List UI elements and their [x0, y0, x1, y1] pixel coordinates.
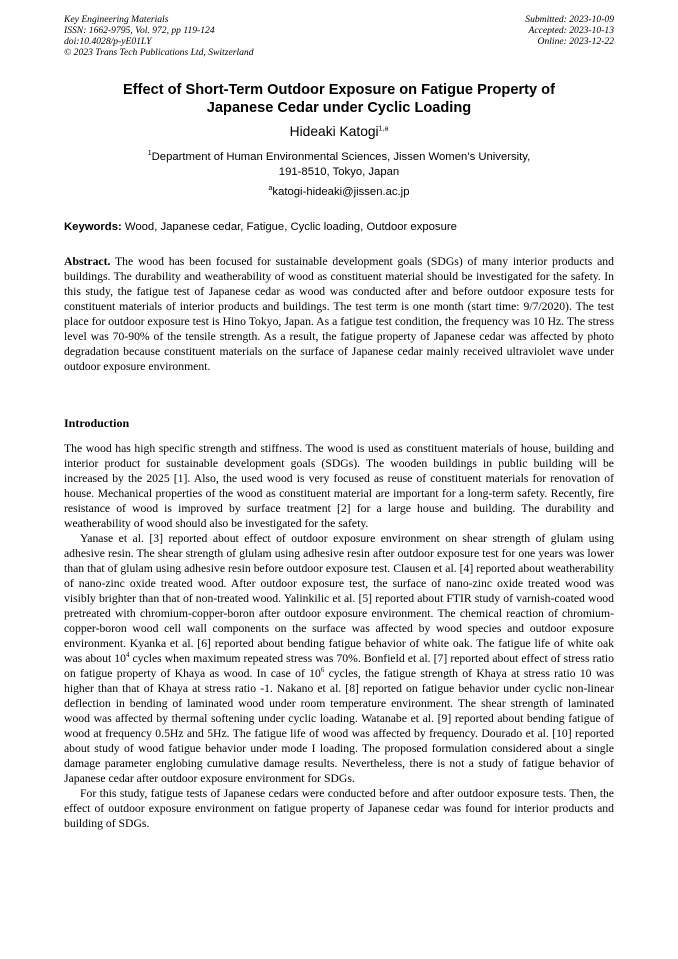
superscript: 4: [125, 651, 130, 660]
intro-paragraph-1: The wood has high specific strength and stiffness. The wood is used as constituent materials of house, building and interior product for sustainable development goals (SDGs). The wooden buildings in public building will be increased by the 2025 [1]. Also, the used wood is very focused as reuse of constituent materials for renovation of house. Mechanical properties of the wood as constituent material are important for a long-term safety. Recently, fire resistance of wood is improved by surface treatment [2] for a large house and building. The durability and weatherability of wood should also be investigated for the safety.: [64, 442, 614, 530]
author: [64, 124, 614, 139]
journal-info: [64, 15, 254, 59]
publication-dates: [525, 15, 614, 48]
copyright-line: © 2023 Trans Tech Publications Ltd, Switzerland: [64, 46, 254, 58]
author-name: Hideaki Katogi: [289, 124, 379, 139]
superscript: 6: [320, 666, 325, 675]
keywords-text: Wood, Japanese cedar, Fatigue, Cyclic loading, Outdoor exposure: [121, 221, 457, 233]
doi-line: doi:10.4028/p-yE01LY: [64, 35, 152, 47]
keywords-label: Keywords:: [64, 221, 122, 233]
issn-line: ISSN: 1662-9795, Vol. 972, pp 119-124: [64, 24, 215, 36]
email-sup: a: [268, 185, 273, 193]
introduction-heading: Introduction: [64, 416, 130, 430]
abstract-label: Abstract.: [64, 255, 111, 268]
author-sup: 1,a: [378, 125, 389, 133]
online-date: Online: 2023-12-22: [537, 35, 614, 47]
introduction-body: [64, 441, 614, 831]
submitted-date: Submitted: 2023-10-09: [525, 14, 614, 25]
affiliation-sup: 1: [147, 150, 152, 158]
affiliation-line-1: Department of Human Environmental Sciences, Jissen Women’s University,: [151, 151, 531, 163]
affiliation-line-2: 191-8510, Tokyo, Japan: [278, 166, 400, 178]
intro-paragraph-2: Yanase et al. [3] reported about effect of outdoor exposure environment on shear strength of glulam using adhesive resin. The shear strength of glulam using adhesive resin after outdoor exposure test for one years was lower than that of glulam using adhesive resin before outdoor exposure test. Clausen et al. [4] reported about weatherability of nano-zinc oxide treated wood. After outdoor exposure test, the surface of nano-zinc oxide treated wood was visibly brighter than that of non-treated wood. Yalinkilic et al. [5] reported about FTIR study of varnish-coated wood pretreated with chromium-copper-boron after outdoor exposure environment. The chemical reaction of chromium-copper-boron wood cell wall components on the surface was affected by wood species and outdoor exposure environment. Kyanka et al. [6] reported about bending fatigue behavior of white oak. The fatigue life of white oak was about $10^4$ cycles when maximum repeated stress was 70%. Bonfield et al. [7] reported about effect of stress ratio on fatigue property of Khaya as wood. In case of $10^6$ cycles, the fatigue strength of Khaya at stress ratio 10 was higher than that of Khaya at stress ratio -1. Nakano et al. [8] reported on fatigue behavior under cyclic non-linear deflection in bending of laminated wood under room temperature environment. The shear strength of laminated wood was affected by thermal softening under cyclic loading. Watanabe et al. [9] reported about bending fatigue of wood at frequency 0.5Hz and 5Hz. The fatigue life of wood was affected by frequency. Dourado et al. [10] reported about study of wood fatigue behavior under mode I loading. The proposed formulation considered about a single damage parameter englobing cumulative damage results. Nevertheless, there is not a study of fatigue behavior of Japanese cedar after outdoor exposure environment for SDGs.: [64, 532, 614, 785]
accepted-date: Accepted: 2023-10-13: [528, 24, 614, 36]
title-line-2: Japanese Cedar under Cyclic Loading: [206, 100, 472, 116]
abstract: [64, 254, 614, 374]
email-address[interactable]: katogi-hideaki@jissen.ac.jp: [272, 186, 410, 198]
affiliation: [64, 150, 614, 180]
intro-paragraph-3: For this study, fatigue tests of Japanese cedars were conducted before and after outdoor exposure tests. Then, the effect of outdoor exposure environment on fatigue property of Japanese cedar was found for interior products and building of SDGs.: [64, 787, 614, 830]
title-line-1: Effect of Short-Term Outdoor Exposure on Fatigue Property of: [123, 82, 555, 98]
keywords: [64, 221, 614, 233]
abstract-text: The wood has been focused for sustainable development goals (SDGs) of many interior products and buildings. The durability and weatherability of wood as constituent material should be investigated for the safety. In this study, the fatigue test of Japanese cedar as wood was conducted after and before outdoor exposure tests for constituent materials of interior products and buildings. The test term is one month (start time: 9/7/2020). The test place for outdoor exposure test is Hino Tokyo, Japan. As a fatigue test condition, the frequency was 10 Hz. The stress level was 70-90% of the tensile strength. As a result, the fatigue property of Japanese cedar was affected by photo degradation because constituent materials on the surface of Japanese cedar mainly received ultraviolet wave under outdoor exposure environment.: [64, 255, 614, 373]
journal-name: Key Engineering Materials: [64, 14, 169, 25]
email: [64, 186, 614, 198]
paper-title: [64, 81, 614, 117]
